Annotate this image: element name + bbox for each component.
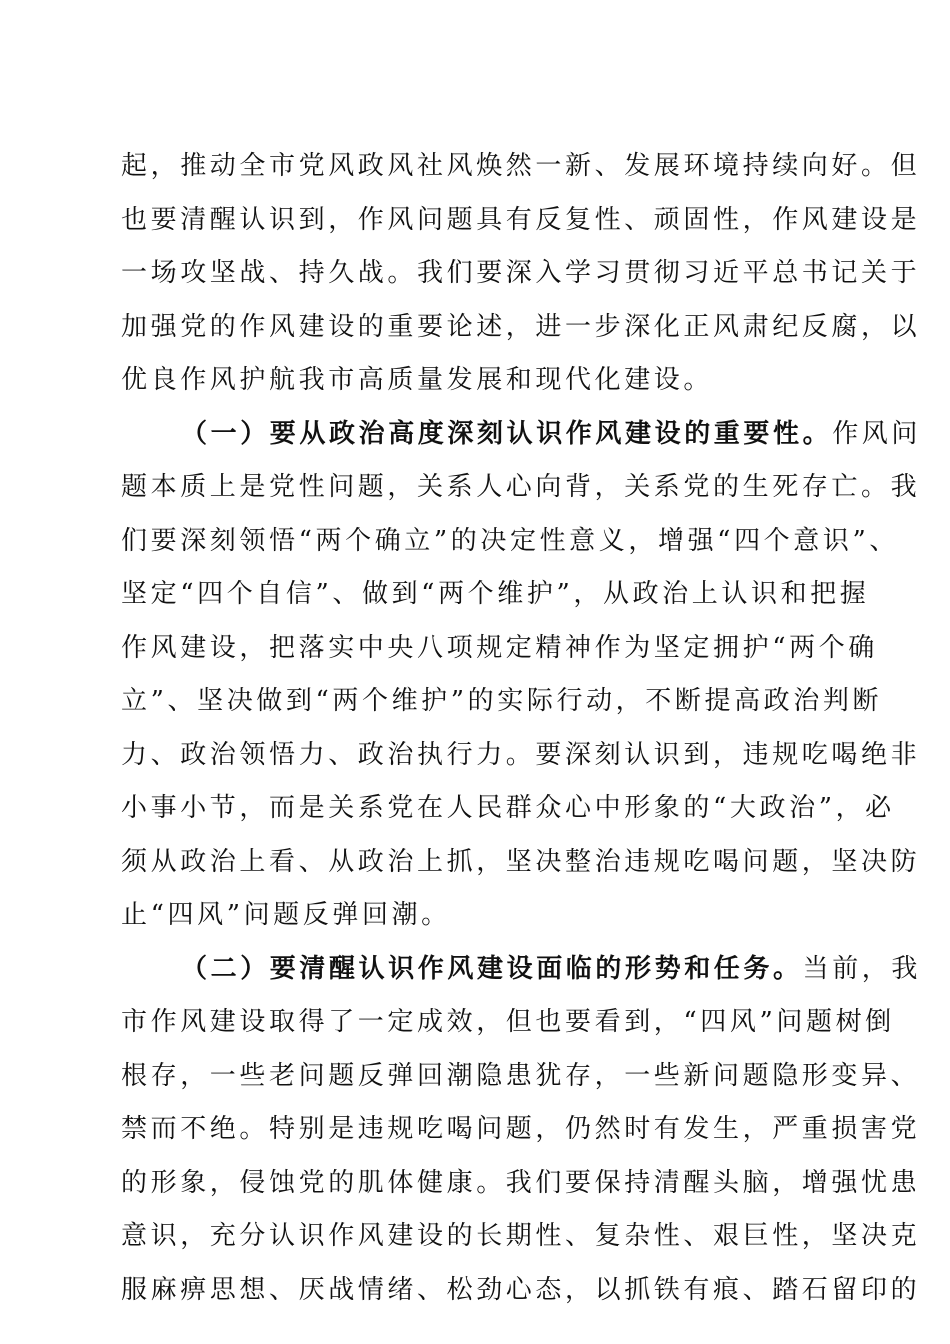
- text-line: 作风建设，把落实中央八项规定精神作为坚定拥护“两个确: [121, 632, 878, 663]
- text-line: 起，推动全市党风政风社风焕然一新、发展环境持续向好。但: [121, 151, 921, 181]
- section-heading-2: （二）要清醒认识作风建设面临的形势和任务。: [181, 953, 803, 984]
- text-line: 一场攻坚战、持久战。我们要深入学习贯彻习近平总书记关于: [121, 258, 921, 288]
- text-line: 加强党的作风建设的重要论述，进一步深化正风肃纪反腐，以: [121, 311, 921, 342]
- document-body: [121, 140, 922, 1317]
- text-line-first: [121, 408, 922, 462]
- text-run: 当前，我: [802, 953, 922, 984]
- text-line: 服麻痹思想、厌战情绪、松劲心态，以抓铁有痕、踏石留印的: [121, 1274, 921, 1305]
- section-heading-1: （一）要从政治高度深刻认识作风建设的重要性。: [181, 418, 833, 449]
- text-line: 坚定“四个自信”、做到“两个维护”，从政治上认识和把握: [121, 579, 870, 609]
- paragraph-section-2: [121, 943, 922, 1318]
- text-line: 意识，充分认识作风建设的长期性、复杂性、艰巨性，坚决克: [121, 1221, 921, 1251]
- paragraph-section-1: [121, 408, 922, 943]
- text-line: 根存，一些老问题反弹回潮隐患犹存，一些新问题隐形变异、: [121, 1060, 921, 1091]
- text-line: 止“四风”问题反弹回潮。: [121, 900, 451, 930]
- text-line: 力、政治领悟力、政治执行力。要深刻认识到，违规吃喝绝非: [121, 739, 921, 770]
- text-run: 作风问: [832, 418, 922, 449]
- text-line: 小事小节，而是关系党在人民群众心中形象的“大政治”，必: [121, 793, 895, 823]
- text-line: 市作风建设取得了一定成效，但也要看到，“四风”问题树倒: [121, 1007, 895, 1037]
- text-line-first: [121, 943, 922, 997]
- paragraph-intro: [121, 140, 921, 408]
- text-line: 们要深刻领悟“两个确立”的决定性意义，增强“四个意识”、: [121, 525, 899, 556]
- text-line: 立”、坚决做到“两个维护”的实际行动，不断提高政治判断: [121, 686, 883, 716]
- text-line: 禁而不绝。特别是违规吃喝问题，仍然时有发生，严重损害党: [121, 1114, 921, 1144]
- text-line: 须从政治上看、从政治上抓，坚决整治违规吃喝问题，坚决防: [121, 846, 921, 877]
- text-line: 也要清醒认识到，作风问题具有反复性、顽固性，作风建设是: [121, 204, 921, 235]
- text-line: 优良作风护航我市高质量发展和现代化建设。: [121, 365, 714, 395]
- text-line: 的形象，侵蚀党的肌体健康。我们要保持清醒头脑，增强忧患: [121, 1167, 921, 1198]
- text-line: 题本质上是党性问题，关系人心向背，关系党的生死存亡。我: [121, 472, 921, 502]
